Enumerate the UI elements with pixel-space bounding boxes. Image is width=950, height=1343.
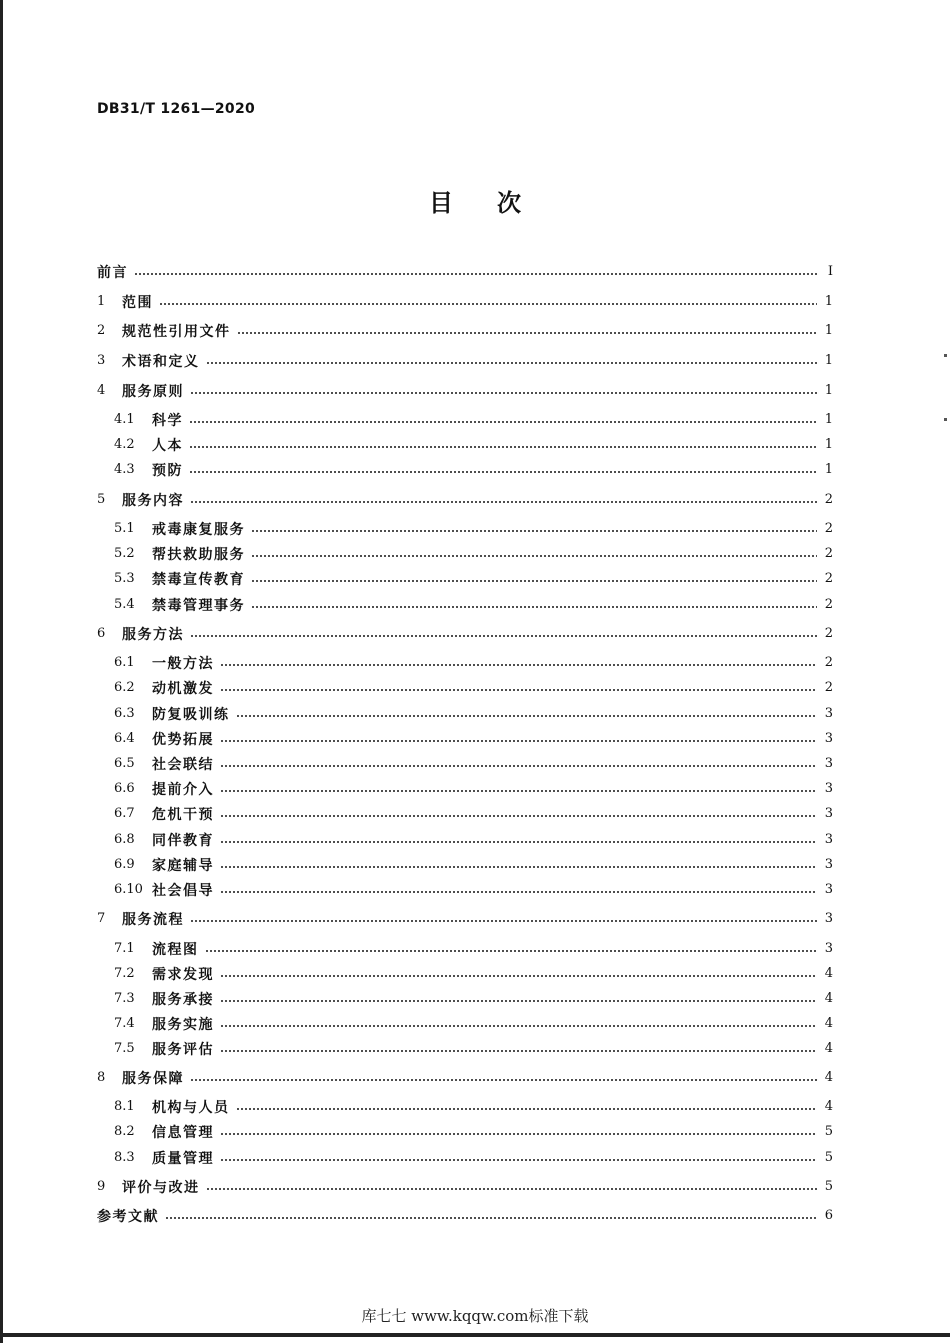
toc-entry-title: 范围 — [122, 294, 153, 311]
toc-entry-page: 1 — [824, 353, 833, 368]
toc-entry-title: 禁毒宣传教育 — [152, 571, 245, 588]
toc-entry-title: 科学 — [152, 412, 183, 429]
toc-entry[interactable] — [97, 621, 833, 646]
toc-entry-number: 6.7 — [114, 806, 135, 821]
dot-leader — [220, 1025, 817, 1027]
toc-entry-page: 2 — [824, 626, 833, 641]
margin-mark — [944, 418, 947, 421]
toc-entry-number: 6.5 — [114, 756, 135, 771]
toc-entry-title: 服务流程 — [122, 911, 184, 928]
toc-entry-number: 8.2 — [114, 1124, 135, 1139]
toc-entry[interactable] — [114, 701, 833, 726]
toc-entry-number: 5 — [97, 492, 106, 507]
dot-leader — [190, 635, 817, 637]
toc-entry[interactable] — [114, 986, 833, 1011]
toc-entry-title: 信息管理 — [152, 1124, 214, 1141]
toc-entry-title: 人本 — [152, 437, 183, 454]
toc-entry-page: 3 — [824, 882, 833, 897]
dot-leader — [220, 1000, 817, 1002]
toc-entry-title: 规范性引用文件 — [122, 323, 231, 340]
toc-entry-title: 服务实施 — [152, 1016, 214, 1033]
toc-entry-page: 2 — [824, 571, 833, 586]
toc-entry-page: 5 — [824, 1150, 833, 1165]
toc-entry-page: 2 — [824, 655, 833, 670]
toc-entry-title: 术语和定义 — [122, 353, 200, 370]
toc-entry[interactable] — [114, 516, 833, 541]
toc-entry-number: 6 — [97, 626, 106, 641]
margin-mark — [944, 354, 947, 357]
dot-leader — [236, 1108, 818, 1110]
dot-leader — [189, 446, 817, 448]
toc-entry[interactable] — [97, 906, 833, 931]
toc-entry-page: 1 — [824, 323, 833, 338]
toc-entry-page: 1 — [824, 412, 833, 427]
toc-entry-title: 禁毒管理事务 — [152, 597, 245, 614]
toc-entry-number: 6.4 — [114, 731, 135, 746]
toc-entry-page: I — [827, 264, 833, 279]
toc-entry[interactable] — [97, 1174, 833, 1199]
dot-leader — [220, 975, 817, 977]
toc-entry[interactable] — [97, 348, 833, 373]
toc-entry-page: 2 — [824, 492, 833, 507]
toc-entry-page: 3 — [824, 706, 833, 721]
toc-entry[interactable] — [114, 1145, 833, 1170]
dot-leader — [190, 920, 817, 922]
toc-entry[interactable] — [97, 487, 833, 512]
dot-leader — [206, 362, 818, 364]
toc-entry-page: 3 — [824, 781, 833, 796]
footer-watermark: 库七七 www.kqqw.com标准下载 — [361, 1307, 589, 1325]
toc-entry-page: 3 — [824, 857, 833, 872]
toc-entry-page: 4 — [824, 966, 833, 981]
dot-leader — [190, 1079, 817, 1081]
toc-entry-page: 2 — [824, 597, 833, 612]
toc-entry-number: 4.2 — [114, 437, 135, 452]
bottom-scan-edge — [0, 1333, 950, 1337]
toc-entry-page: 5 — [824, 1124, 833, 1139]
toc-entry-page: 3 — [824, 911, 833, 926]
dot-leader — [220, 689, 817, 691]
toc-entry-title: 帮扶救助服务 — [152, 546, 245, 563]
dot-leader — [220, 815, 817, 817]
toc-entry-title: 优势拓展 — [152, 731, 214, 748]
toc-entry-title: 一般方法 — [152, 655, 214, 672]
toc-entry-title: 评价与改进 — [122, 1179, 200, 1196]
toc-entry-page: 4 — [824, 991, 833, 1006]
toc-entry-title: 动机激发 — [152, 680, 214, 697]
dot-leader — [220, 1050, 817, 1052]
toc-entry-title: 提前介入 — [152, 781, 214, 798]
toc-entry[interactable] — [114, 961, 833, 986]
toc-entry[interactable] — [114, 827, 833, 852]
dot-leader — [236, 715, 818, 717]
toc-entry[interactable] — [114, 852, 833, 877]
toc-entry-page: 1 — [824, 462, 833, 477]
toc-entry-number: 3 — [97, 353, 106, 368]
toc-entry-page: 4 — [824, 1070, 833, 1085]
dot-leader — [165, 1217, 817, 1219]
dot-leader — [220, 841, 817, 843]
toc-entry-page: 1 — [824, 383, 833, 398]
toc-entry[interactable] — [97, 289, 833, 314]
toc-entry[interactable] — [114, 1119, 833, 1144]
toc-entry-number: 6.1 — [114, 655, 135, 670]
toc-entry-number: 8.1 — [114, 1099, 135, 1114]
toc-entry-number: 4 — [97, 383, 106, 398]
toc-entry-number: 9 — [97, 1179, 106, 1194]
toc-entry-number: 7.3 — [114, 991, 135, 1006]
toc-entry-title: 服务内容 — [122, 492, 184, 509]
toc-entry-number: 6.2 — [114, 680, 135, 695]
toc-entry-number: 7.4 — [114, 1016, 135, 1031]
toc-entry[interactable] — [114, 1036, 833, 1061]
toc-entry-title: 参考文献 — [97, 1208, 159, 1225]
dot-leader — [205, 950, 818, 952]
toc-entry-number: 5.2 — [114, 546, 135, 561]
toc-entry-number: 6.6 — [114, 781, 135, 796]
toc-entry-number: 2 — [97, 323, 106, 338]
toc-entry-title: 服务承接 — [152, 991, 214, 1008]
dot-leader — [251, 606, 817, 608]
dot-leader — [220, 740, 817, 742]
dot-leader — [220, 866, 817, 868]
toc-entry-number: 4.1 — [114, 412, 135, 427]
toc-entry[interactable] — [114, 801, 833, 826]
toc-entry-number: 7.1 — [114, 941, 135, 956]
toc-entry-number: 8 — [97, 1070, 106, 1085]
toc-entry[interactable] — [114, 650, 833, 675]
dot-leader — [251, 530, 817, 532]
toc-entry[interactable] — [114, 726, 833, 751]
toc-entry-title: 危机干预 — [152, 806, 214, 823]
toc-entry[interactable] — [114, 877, 833, 902]
dot-leader — [190, 501, 817, 503]
toc-entry-page: 3 — [824, 832, 833, 847]
toc-entry[interactable] — [114, 675, 833, 700]
toc-entry-number: 6.8 — [114, 832, 135, 847]
toc-entry-title: 防复吸训练 — [152, 706, 230, 723]
toc-entry[interactable] — [114, 407, 833, 432]
toc-entry-number: 5.1 — [114, 521, 135, 536]
toc-entry[interactable] — [114, 1094, 833, 1119]
toc-entry-page: 3 — [824, 941, 833, 956]
toc-entry-page: 1 — [824, 437, 833, 452]
dot-leader — [220, 765, 817, 767]
toc-entry-page: 6 — [824, 1208, 833, 1223]
toc-entry-title: 戒毒康复服务 — [152, 521, 245, 538]
toc-entry-number: 5.4 — [114, 597, 135, 612]
toc-entry-number: 8.3 — [114, 1150, 135, 1165]
toc-entry[interactable] — [114, 936, 833, 961]
toc-entry[interactable] — [114, 541, 833, 566]
toc-entry-title: 家庭辅导 — [152, 857, 214, 874]
toc-entry[interactable] — [114, 776, 833, 801]
dot-leader — [220, 1159, 817, 1161]
toc-entry-number: 4.3 — [114, 462, 135, 477]
toc-entry-page: 2 — [824, 521, 833, 536]
toc-entry-title: 前言 — [97, 264, 128, 281]
dot-leader — [190, 392, 817, 394]
document-code: DB31/T 1261—2020 — [97, 101, 256, 117]
dot-leader — [220, 664, 817, 666]
toc-entry[interactable] — [97, 259, 833, 284]
toc-entry[interactable] — [97, 1065, 833, 1090]
toc-entry-page: 3 — [824, 731, 833, 746]
toc-entry-number: 7 — [97, 911, 106, 926]
toc-entry-page: 2 — [824, 680, 833, 695]
toc-entry[interactable] — [114, 566, 833, 591]
toc-entry-number: 7.5 — [114, 1041, 135, 1056]
toc-entry[interactable] — [97, 1203, 833, 1228]
dot-leader — [189, 421, 817, 423]
toc-entry[interactable] — [97, 318, 833, 343]
dot-leader — [220, 891, 817, 893]
page-title: 目次 — [429, 189, 565, 217]
toc-entry-page: 4 — [824, 1016, 833, 1031]
toc-entry-page: 2 — [824, 546, 833, 561]
toc-entry-title: 质量管理 — [152, 1150, 214, 1167]
toc-entry-number: 1 — [97, 294, 106, 309]
toc-entry-title: 服务方法 — [122, 626, 184, 643]
toc-entry-title: 服务原则 — [122, 383, 184, 400]
dot-leader — [159, 303, 817, 305]
dot-leader — [251, 555, 817, 557]
toc-entry[interactable] — [97, 378, 833, 403]
toc-entry-number: 6.3 — [114, 706, 135, 721]
toc-entry-number: 7.2 — [114, 966, 135, 981]
dot-leader — [220, 1133, 817, 1135]
toc-entry[interactable] — [114, 751, 833, 776]
toc-entry-number: 6.10 — [114, 882, 143, 897]
toc-entry[interactable] — [114, 457, 833, 482]
dot-leader — [206, 1188, 818, 1190]
toc-entry-title: 机构与人员 — [152, 1099, 230, 1116]
toc-entry-title: 服务评估 — [152, 1041, 214, 1058]
toc-entry[interactable] — [114, 592, 833, 617]
toc-entry-title: 社会联结 — [152, 756, 214, 773]
toc-entry-page: 4 — [824, 1099, 833, 1114]
dot-leader — [189, 471, 817, 473]
toc-entry-title: 社会倡导 — [152, 882, 214, 899]
toc-entry-number: 6.9 — [114, 857, 135, 872]
toc-entry-page: 4 — [824, 1041, 833, 1056]
dot-leader — [220, 790, 817, 792]
toc-entry-number: 5.3 — [114, 571, 135, 586]
toc-entry[interactable] — [114, 1011, 833, 1036]
toc-entry-page: 1 — [824, 294, 833, 309]
dot-leader — [251, 580, 817, 582]
toc-entry-page: 5 — [824, 1179, 833, 1194]
toc-entry-title: 流程图 — [152, 941, 199, 958]
toc-entry-title: 预防 — [152, 462, 183, 479]
toc-entry-title: 服务保障 — [122, 1070, 184, 1087]
toc-entry-title: 需求发现 — [152, 966, 214, 983]
toc-entry[interactable] — [114, 432, 833, 457]
toc-entry-title: 同伴教育 — [152, 832, 214, 849]
toc-entry-page: 3 — [824, 806, 833, 821]
dot-leader — [134, 273, 817, 275]
toc-entry-page: 3 — [824, 756, 833, 771]
dot-leader — [237, 332, 818, 334]
